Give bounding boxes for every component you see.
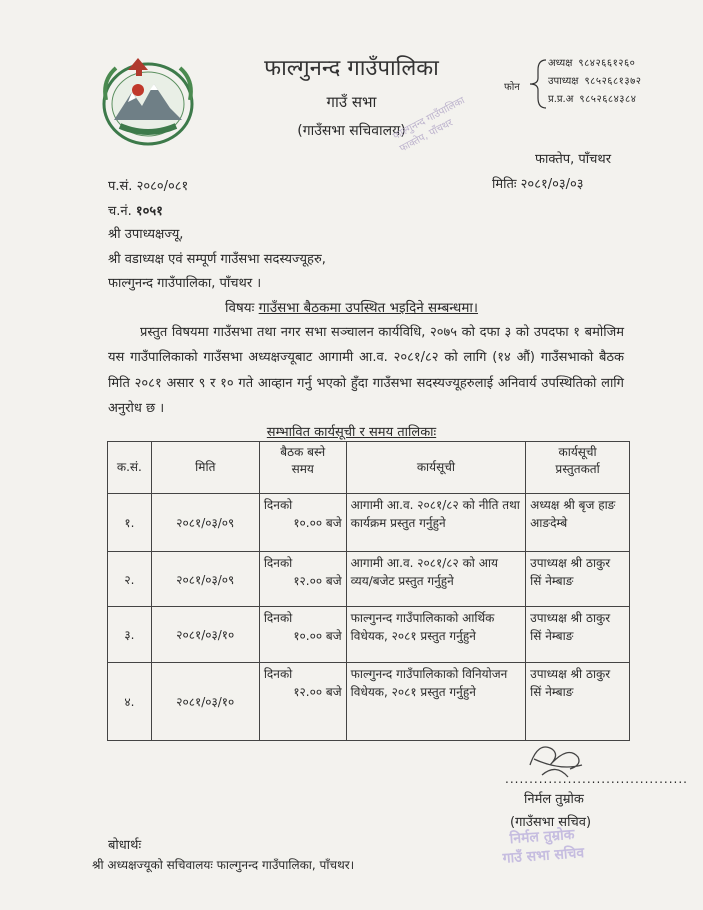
letter-body: प्रस्तुत विषयमा गाउँसभा तथा नगर सभा सञ्चालन कार्यविधि, २०७५ को दफा ३ को उपदफा १ बमोजिम यस गाउँपालिकाको गाउँसभा अध्यक्षज्यूबाट आगामी आ.व. २०८१/८२ को लागि (१४ औं) गाउँसभाको बैठक मिति २०८१ असार ९ र १० गते आव्हान गर्नु भएको हुँदा गाउँसभा सदस्यज्यूहरुलाई अनिवार्य उपस्थितिको लागि अनुरोध छ ।: [108, 325, 624, 416]
table-row: [108, 607, 630, 663]
table-title: सम्भावित कार्यसूची र समय तालिकाः: [266, 425, 437, 440]
cell-time: [259, 494, 346, 552]
subject-label: विषयः: [224, 300, 255, 316]
phone-role: प्र.प्र.अ: [548, 94, 574, 105]
header-date: मिति: [151, 442, 259, 494]
phone-number: ९८५२६८१३७२: [584, 76, 642, 87]
phone-list: [548, 55, 641, 109]
signatory-role: (गाउँसभा सचिव): [510, 815, 592, 830]
cc-text: श्री अध्यक्षज्यूको सचिवालयः फाल्गुनन्द गाउँपालिका, पाँचथर।: [92, 858, 355, 872]
dispatch-number: [108, 201, 163, 219]
dispatch-label: च.नं.: [108, 204, 132, 219]
cell-sn: १.: [108, 494, 152, 552]
dispatch-value: १०५१: [135, 204, 163, 219]
cell-time-day: दिनको: [263, 556, 293, 570]
table-header-row: [108, 442, 630, 494]
addressee-line: श्री वडाध्यक्ष एवं सम्पूर्ण गाउँसभा सदस्यज्यूहरु,: [108, 252, 326, 267]
phone-row: [548, 91, 641, 109]
cell-agenda: फाल्गुनन्द गाउँपालिकाको आर्थिक विधेयक, २०८१ प्रस्तुत गर्नुहुने: [346, 607, 525, 663]
signature-dots: ......................................: [505, 772, 688, 786]
header-agenda: कार्यसूची: [346, 442, 525, 494]
cell-date: २०८१/०३/०९: [151, 552, 259, 607]
subject-line: [0, 298, 703, 316]
cell-presenter: अध्यक्ष श्री बृज हाङ आङदेम्बे: [526, 494, 630, 552]
letter-date: मितिः २०८१/०३/०३: [492, 177, 584, 192]
phone-role: उपाध्यक्ष: [548, 76, 579, 87]
letterhead-subtitle: गाउँ सभा: [326, 93, 377, 111]
schedule-table: [107, 441, 630, 741]
cell-agenda: आगामी आ.व. २०८१/८२ को नीति तथा कार्यक्रम प्रस्तुत गर्नुहुने: [346, 494, 525, 552]
cell-presenter: उपाध्यक्ष श्री ठाकुर सिं नेम्बाङ: [526, 607, 630, 663]
cell-time: [259, 607, 346, 663]
phone-role: अध्यक्ष: [548, 58, 573, 69]
phone-label: फोन: [504, 82, 520, 93]
phone-row: [548, 73, 641, 91]
cell-time-day: दिनको: [263, 611, 293, 625]
cell-time-day: दिनको: [263, 667, 293, 681]
phone-number: ९८४२६६१२६०: [578, 58, 636, 69]
header-time-line: बैठक बस्ने: [280, 445, 326, 459]
cell-time: [259, 552, 346, 607]
cell-time-value: १२.०० बजे: [293, 685, 342, 699]
cell-time-day: दिनको: [263, 498, 293, 512]
header-presenter-line: प्रस्तुतकर्ता: [555, 462, 600, 476]
cell-sn: २.: [108, 552, 152, 607]
letterhead-office: (गाउँसभा सचिवालय): [297, 123, 406, 139]
cell-agenda: आगामी आ.व. २०८१/८२ को आय व्यय/बजेट प्रस्तुत गर्नुहुने: [346, 552, 525, 607]
table-row: [108, 552, 630, 607]
phone-row: [548, 55, 641, 73]
cell-time-value: १०.०० बजे: [293, 629, 342, 643]
header-presenter: [526, 442, 630, 494]
header-time: [259, 442, 346, 494]
cell-presenter: उपाध्यक्ष श्री ठाकुर सिं नेम्बाङ: [526, 552, 630, 607]
cell-date: २०८१/०३/१०: [151, 663, 259, 741]
addressee-line: फाल्गुनन्द गाउँपालिका, पाँचथर ।: [108, 276, 262, 291]
header-presenter-line: कार्यसूची: [558, 445, 597, 459]
cell-time-value: १२.०० बजे: [293, 574, 342, 588]
stamp-line: निर्मल तुम्रोक: [509, 826, 576, 848]
reference-number: प.सं. २०८०/०८१: [108, 179, 189, 194]
cell-sn: ३.: [108, 607, 152, 663]
cell-time-value: १०.०० बजे: [293, 516, 342, 530]
cell-presenter: उपाध्यक्ष श्री ठाकुर सिं नेम्बाङ: [526, 663, 630, 741]
faint-office-stamp: फाल्गुनन्द गाउँपालिका फाक्तेप, पाँचथर: [391, 95, 467, 155]
table-row: [108, 494, 630, 552]
cell-date: २०८१/०३/१०: [151, 607, 259, 663]
subject-text: गाउँसभा बैठकमा उपस्थित भइदिने सम्बन्धमा।: [258, 300, 479, 316]
stamp-line: गाउँ सभा सचिव: [502, 845, 585, 867]
letterhead-title: फाल्गुनन्द गाउँपालिका: [264, 56, 439, 81]
cell-time: [259, 663, 346, 741]
cell-date: २०८१/०३/०९: [151, 494, 259, 552]
brace-icon: [528, 58, 548, 110]
signatory-name: निर्मल तुम्रोक: [524, 792, 584, 807]
phone-number: ९८५२६८४३८४: [579, 94, 637, 105]
secretary-stamp: [501, 825, 585, 869]
table-row: [108, 663, 630, 741]
header-time-line: समय: [291, 462, 314, 476]
cc-label: बोधार्थः: [108, 838, 142, 853]
cell-sn: ४.: [108, 663, 152, 741]
addressee-line: श्री उपाध्यक्षज्यू,: [108, 227, 184, 242]
cell-agenda: फाल्गुनन्द गाउँपालिकाको विनियोजन विधेयक, २०८१ प्रस्तुत गर्नुहुने: [346, 663, 525, 741]
letter-place: फाक्तेप, पाँचथर: [535, 152, 612, 167]
header-sn: क.सं.: [108, 442, 152, 494]
